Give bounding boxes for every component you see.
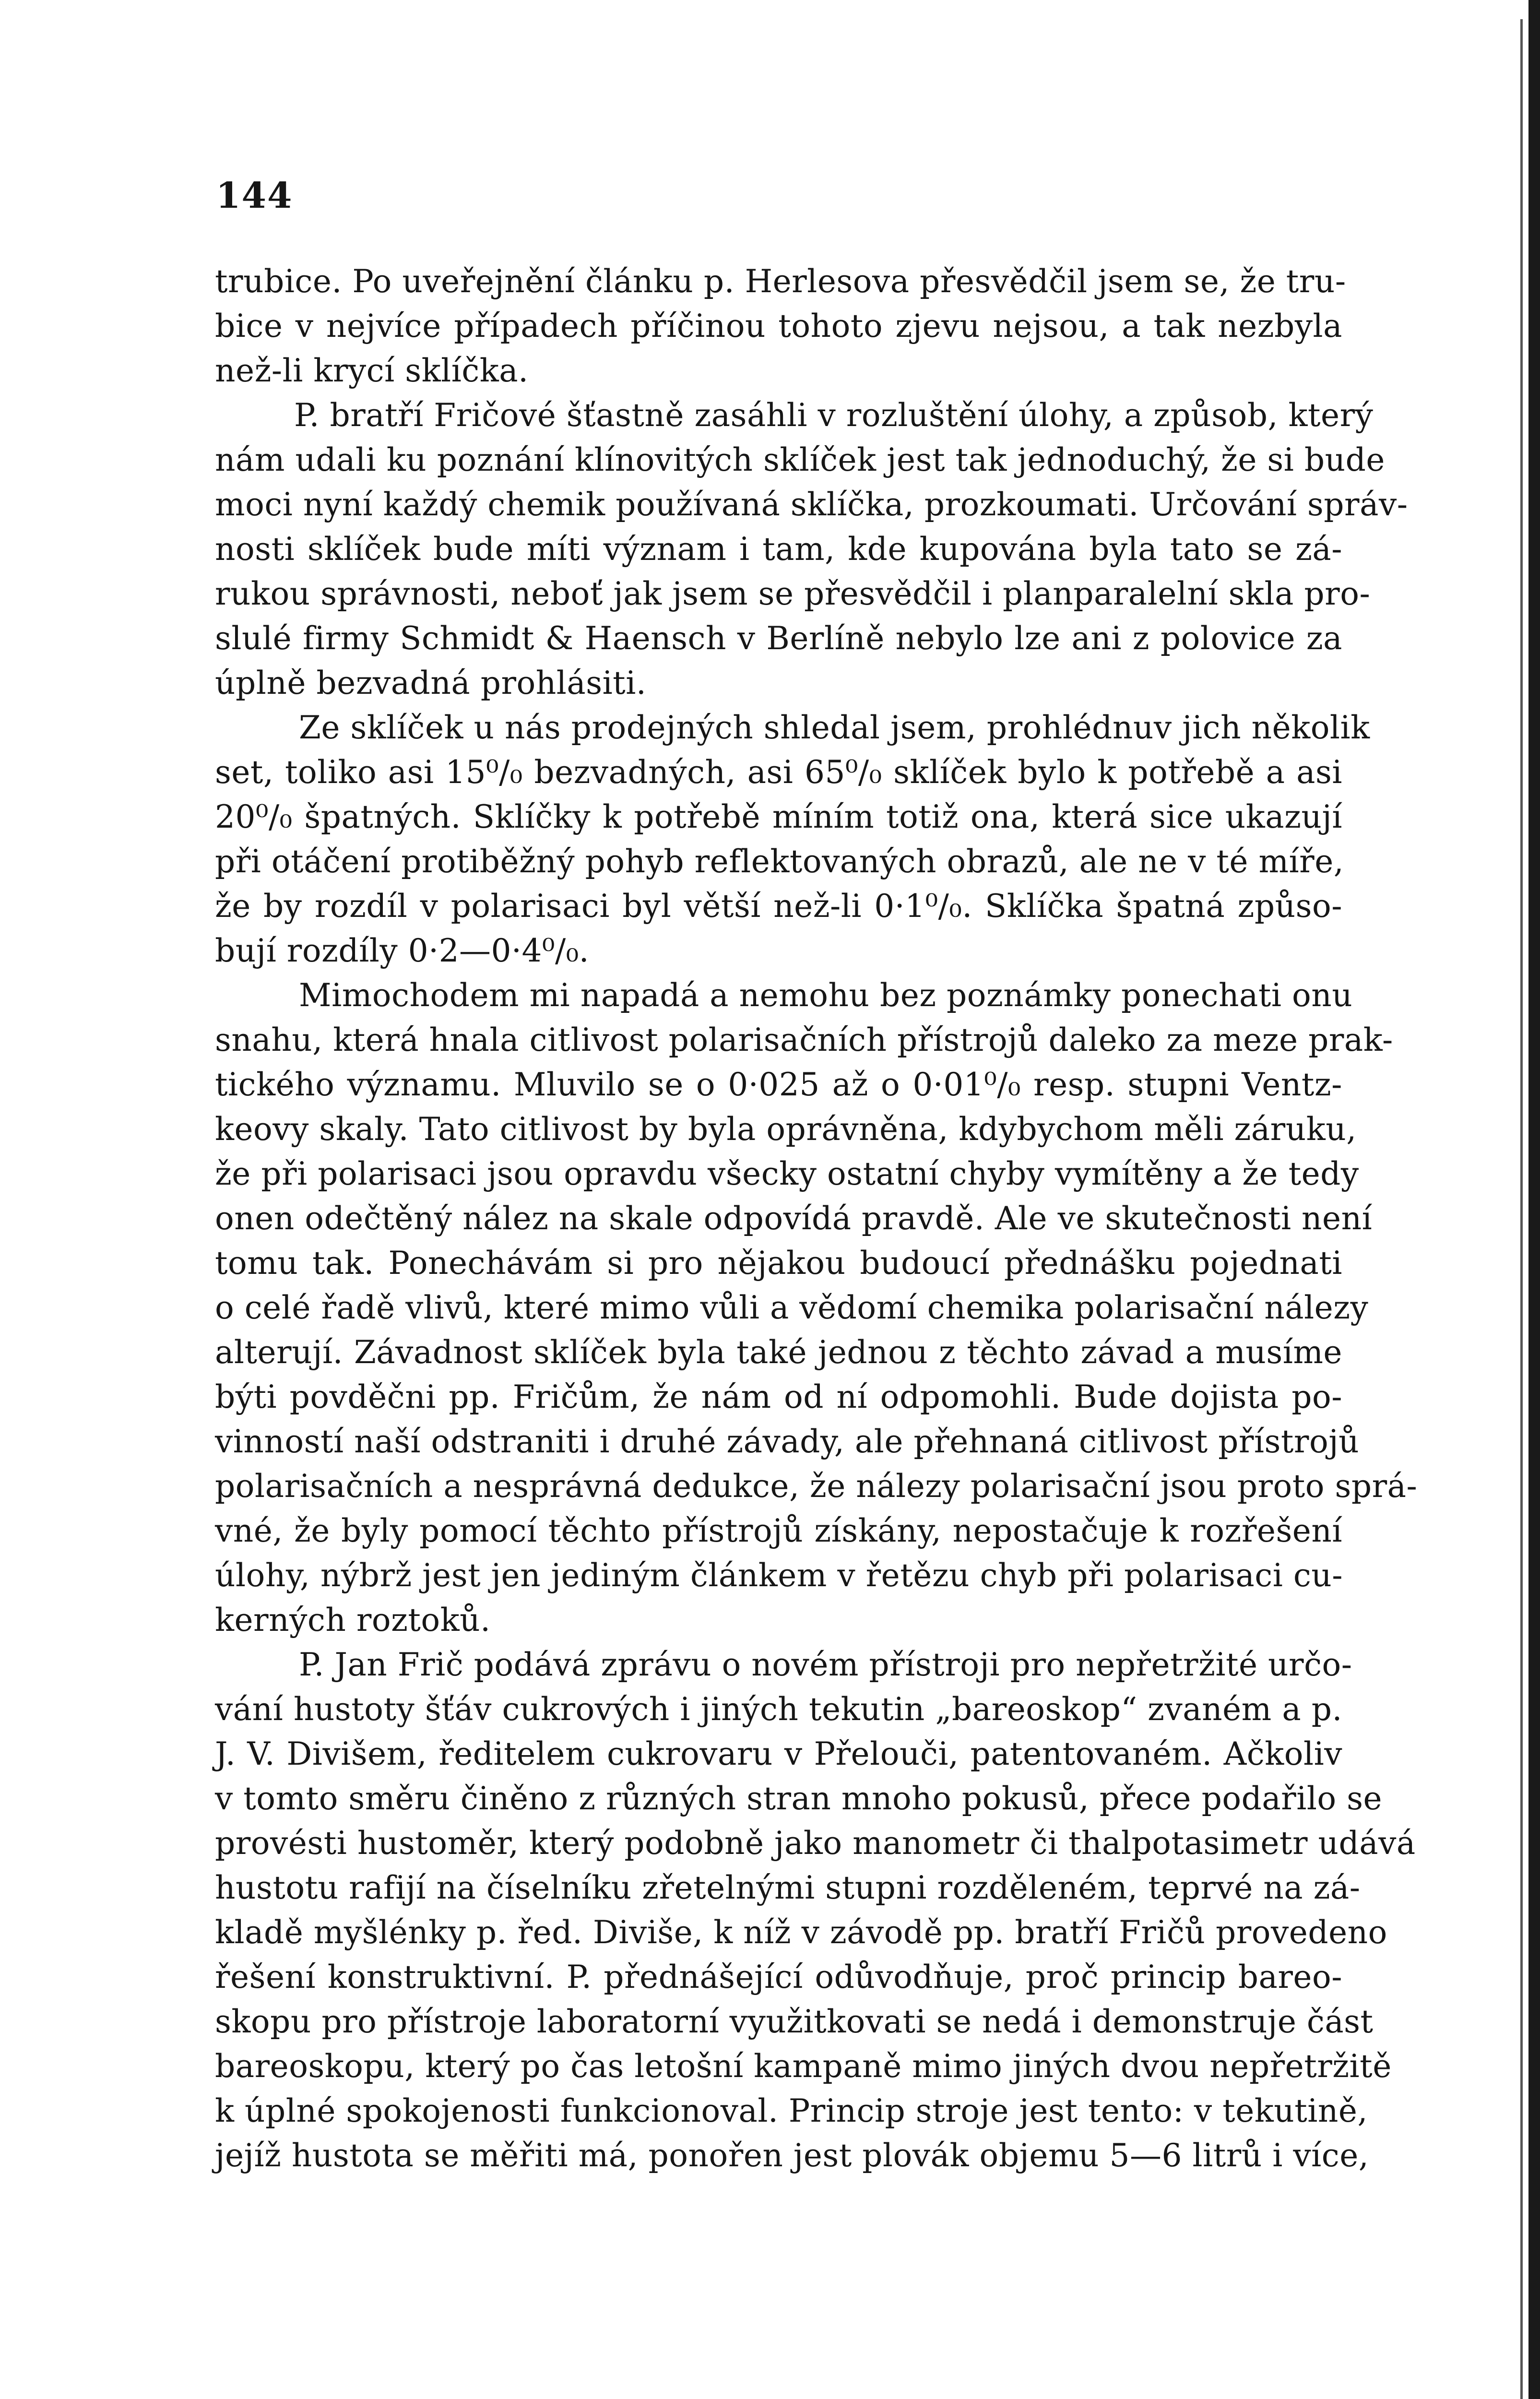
text-line: jejíž hustota se měřiti má, ponořen jest plovák objemu 5—6 litrů i více, xyxy=(215,2137,1369,2174)
text-line: snahu, která hnala citlivost polarisačních přístrojů daleko za meze prak- xyxy=(215,1021,1393,1058)
text-line: vinností naší odstraniti i druhé závady, ale přehnaná citlivost přístrojů xyxy=(215,1423,1360,1460)
scan-edge-shadow xyxy=(1520,19,1523,2399)
text-line: k úplné spokojenosti funkcionoval. Princip stroje jest tento: v tekutině, xyxy=(215,2092,1368,2129)
text-line: keovy skaly. Tato citlivost by byla oprávněna, kdybychom měli záruku, xyxy=(215,1111,1357,1148)
text-line: 20⁰/₀ špatných. Sklíčky k potřebě míním totiž ona, která sice ukazují xyxy=(215,798,1342,835)
text-line: slulé firmy Schmidt & Haensch v Berlíně nebylo lze ani z polovice za xyxy=(215,620,1342,657)
text-line: alterují. Závadnost sklíček byla také jednou z těchto závad a musíme xyxy=(215,1334,1342,1371)
text-line: nosti sklíček bude míti význam i tam, kde kupována byla tato se zá- xyxy=(215,531,1342,568)
text-line: než-li krycí sklíčka. xyxy=(215,352,529,389)
text-line: že by rozdíl v polarisaci byl větší než-li 0·1⁰/₀. Sklíčka špatná způso- xyxy=(215,888,1342,925)
text-line: řešení konstruktivní. P. přednášející odůvodňuje, proč princip bareo- xyxy=(215,1959,1342,1995)
text-line: tomu tak. Ponechávám si pro nějakou budoucí přednášku pojednati xyxy=(215,1245,1342,1282)
text-line: provésti hustoměr, který podobně jako manometr či thalpotasimetr udává xyxy=(215,1825,1416,1862)
text-line: rukou správnosti, neboť jak jsem se přesvědčil i planparalelní skla pro- xyxy=(215,575,1371,612)
text-line: moci nyní každý chemik používaná sklíčka, prozkoumati. Určování správ- xyxy=(215,486,1408,523)
text-line: býti povděčni pp. Fričům, že nám od ní odpomohli. Bude dojista po- xyxy=(215,1378,1342,1415)
text-line: úlohy, nýbrž jest jen jediným článkem v řetězu chyb při polarisaci cu- xyxy=(215,1557,1343,1594)
scan-edge xyxy=(1528,0,1540,2399)
text-line: vání hustoty šťáv cukrových i jiných tekutin „bareoskop“ zvaném a p. xyxy=(215,1691,1342,1728)
text-line: bují rozdíly 0·2—0·4⁰/₀. xyxy=(215,932,590,969)
text-line: J. V. Divišem, ředitelem cukrovaru v Přelouči, patentovaném. Ačkoliv xyxy=(215,1735,1342,1772)
text-line: Ze sklíček u nás prodejných shledal jsem, prohlédnuv jich několik xyxy=(299,709,1370,746)
text-line: hustotu rafijí na číselníku zřetelnými stupni rozděleném, teprvé na zá- xyxy=(215,1869,1361,1906)
text-line: trubice. Po uveřejnění článku p. Herlesova přesvědčil jsem se, že tru- xyxy=(215,263,1346,300)
text-line: onen odečtěný nález na skale odpovídá pravdě. Ale ve skutečnosti není xyxy=(215,1200,1373,1237)
text-line: P. Jan Frič podává zprávu o novém přístroji pro nepřetržité určo- xyxy=(299,1646,1352,1683)
text-line: bice v nejvíce případech příčinou tohoto zjevu nejsou, a tak nezbyla xyxy=(215,308,1342,344)
text-line: skopu pro přístroje laboratorní využitkovati se nedá i demonstruje část xyxy=(215,2003,1374,2040)
text-line: kladě myšlénky p. řed. Diviše, k níž v závodě pp. bratří Fričů provedeno xyxy=(215,1914,1387,1951)
text-line: úplně bezvadná prohlásiti. xyxy=(215,665,647,701)
text-line: při otáčení protiběžný pohyb reflektovaných obrazů, ale ne v té míře, xyxy=(215,843,1344,880)
text-line: že při polarisaci jsou opravdu všecky ostatní chyby vymítěny a že tedy xyxy=(215,1155,1359,1192)
text-line: polarisačních a nesprávná dedukce, že nálezy polarisační jsou proto sprá- xyxy=(215,1468,1418,1505)
body-text xyxy=(215,259,1418,2178)
text-line: nám udali ku poznání klínovitých sklíček jest tak jednoduchý, že si bude xyxy=(215,441,1385,478)
text-line: o celé řadě vlivů, které mimo vůli a vědomí chemika polarisační nálezy xyxy=(215,1289,1369,1326)
text-line: kerných roztoků. xyxy=(215,1602,491,1639)
text-line: Mimochodem mi napadá a nemohu bez poznámky ponechati onu xyxy=(299,977,1353,1014)
text-line: set, toliko asi 15⁰/₀ bezvadných, asi 65⁰/₀ sklíček bylo k potřebě a asi xyxy=(215,754,1342,791)
text-line: tického významu. Mluvilo se o 0·025 až o 0·01⁰/₀ resp. stupni Ventz- xyxy=(215,1066,1342,1103)
text-line: bareoskopu, který po čas letošní kampaně mimo jiných dvou nepřetržitě xyxy=(215,2048,1392,2085)
page-number: 144 xyxy=(216,175,293,216)
text-line: v tomto směru činěno z různých stran mnoho pokusů, přece podařilo se xyxy=(215,1780,1383,1817)
text-line: vné, že byly pomocí těchto přístrojů získány, nepostačuje k rozřešení xyxy=(215,1512,1342,1549)
text-line: P. bratří Fričové šťastně zasáhli v rozluštění úlohy, a způsob, který xyxy=(294,397,1374,434)
